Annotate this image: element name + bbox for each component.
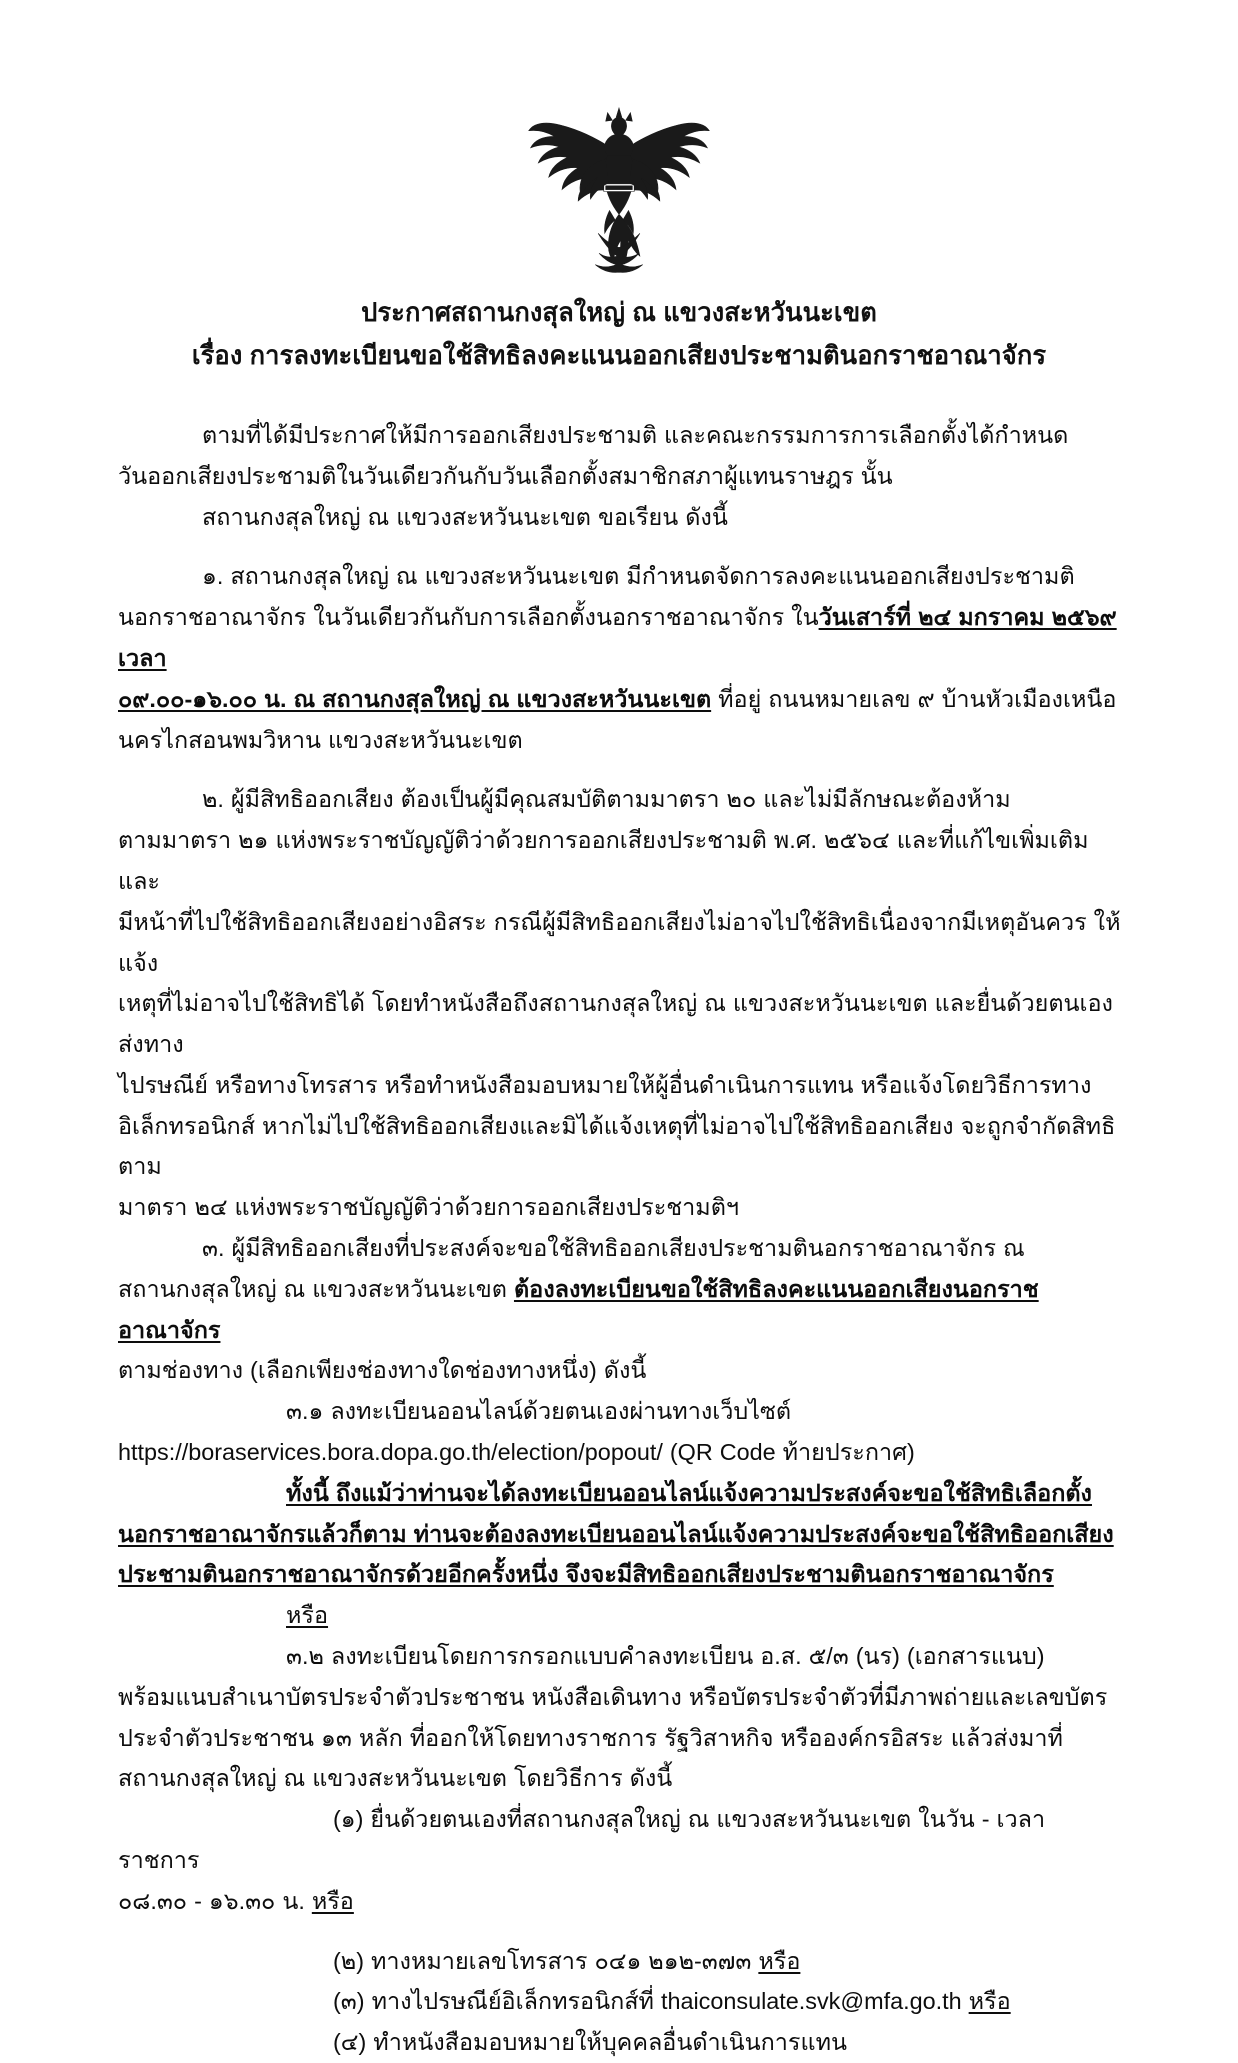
notice-bold-1: ทั้งนี้ ถึงแม้ว่าท่านจะได้ลงทะเบียนออนไลน์แจ้งความประสงค์จะขอใช้สิทธิเลือกตั้ง <box>286 1479 1092 1506</box>
submethod-1-line-1: (๑) ยื่นด้วยตนเองที่สถานกงสุลใหญ่ ณ แขวงสะหวันนะเขต ในวัน - เวลาราชการ <box>118 1806 1046 1874</box>
item1-line-2-text: นอกราชอาณาจักร ในวันเดียวกันกับการเลือกตั้งนอกราชอาณาจักร ใน <box>118 604 819 631</box>
item2-line-4: เหตุที่ไม่อาจไปใช้สิทธิได้ โดยทำหนังสือถึงสถานกงสุลใหญ่ ณ แขวงสะหวันนะเขต และยื่นด้วยตนเอง ส่งทาง <box>118 990 1113 1058</box>
or-connector-3: หรือ <box>758 1947 801 1974</box>
item2-line-3: มีหน้าที่ไปใช้สิทธิออกเสียงอย่างอิสระ กรณีผู้มีสิทธิออกเสียงไม่อาจไปใช้สิทธิเนื่องจากมีเหตุอันควร ให้แจ้ง <box>118 908 1121 976</box>
item3-line-1: ๓. ผู้มีสิทธิออกเสียงที่ประสงค์จะขอใช้สิทธิออกเสียงประชามตินอกราชอาณาจักร ณ <box>202 1235 1025 1262</box>
item3-2-line-3: ประจำตัวประชาชน ๑๓ หลัก ที่ออกให้โดยทางราชการ รัฐวิสาหกิจ หรือองค์กรอิสระ แล้วส่งมาที่ <box>118 1724 1063 1751</box>
preamble-line-2: วันออกเสียงประชามติในวันเดียวกันกับวันเลือกตั้งสมาชิกสภาผู้แทนราษฎร นั้น <box>118 462 893 489</box>
office-hours-text: ๐๘.๓๐ - ๑๖.๓๐ น. <box>118 1887 312 1914</box>
or-connector-2: หรือ <box>311 1887 354 1914</box>
document-body <box>0 415 1238 2063</box>
emblem-container <box>0 0 1238 279</box>
submethod-1-line-2 <box>118 1881 1126 1922</box>
email-address-text[interactable]: (๓) ทางไปรษณีย์อิเล็กทรอนิกส์ที่ thaiconsulate.svk@mfa.go.th <box>333 1988 969 2015</box>
item1-line-1: ๑. สถานกงสุลใหญ่ ณ แขวงสะหวันนะเขต มีกำหนดจัดการลงคะแนนออกเสียงประชามติ <box>202 563 1075 590</box>
document-subject: เรื่อง การลงทะเบียนขอใช้สิทธิลงคะแนนออกเสียงประชามตินอกราชอาณาจักร <box>191 341 1047 370</box>
submethod-3 <box>118 1981 1126 2022</box>
or-connector-1: หรือ <box>286 1602 329 1629</box>
item2-line-1: ๒. ผู้มีสิทธิออกเสียง ต้องเป็นผู้มีคุณสมบัติตามมาตรา ๒๐ และไม่มีลักษณะต้องห้าม <box>202 786 1011 813</box>
item1-line-4: นครไกสอนพมวิหาน แขวงสะหวันนะเขต <box>118 726 523 753</box>
preamble-line-1: ตามที่ได้มีประกาศให้มีการออกเสียงประชามติ และคณะกรรมการการเลือกตั้งได้กำหนด <box>202 421 1069 448</box>
item3-1-notice-line-2 <box>118 1514 1126 1555</box>
notice-bold-3: ประชามตินอกราชอาณาจักรด้วยอีกครั้งหนึ่ง จึงจะมีสิทธิออกเสียงประชามตินอกราชอาณาจักร <box>118 1561 1054 1588</box>
item1-address-text: ที่อยู่ ถนนหมายเลข ๙ บ้านหัวเมืองเหนือ <box>711 685 1117 712</box>
must-register-bold: ต้องลงทะเบียนขอใช้สิทธิลงคะแนนออกเสียงนอกราชอาณาจักร <box>118 1275 1039 1343</box>
item3-line-3: ตามช่องทาง (เลือกเพียงช่องทางใดช่องทางหนึ่ง) ดังนี้ <box>118 1357 647 1384</box>
item3-1-notice-line-1 <box>118 1473 1126 1514</box>
preamble-line-3: สถานกงสุลใหญ่ ณ แขวงสะหวันนะเขต ขอเรียน ดังนี้ <box>202 503 728 530</box>
fax-number-text: (๒) ทางหมายเลขโทรสาร ๐๔๑ ๒๑๒-๓๗๓ <box>333 1947 759 1974</box>
heading-block <box>0 295 1238 375</box>
item3-2-line-2: พร้อมแนบสำเนาบัตรประจำตัวประชาชน หนังสือเดินทาง หรือบัตรประจำตัวที่มีภาพถ่ายและเลขบัตร <box>118 1683 1108 1710</box>
item3-2-line-4: สถานกงสุลใหญ่ ณ แขวงสะหวันนะเขต โดยวิธีการ ดังนี้ <box>118 1765 673 1792</box>
item3-consulate-text: สถานกงสุลใหญ่ ณ แขวงสะหวันนะเขต <box>118 1275 514 1302</box>
garuda-emblem-icon <box>524 104 714 279</box>
item3-1-notice-line-3 <box>118 1554 1126 1595</box>
item3-line-2 <box>118 1269 1126 1351</box>
election-date-bold: วันเสาร์ที่ ๒๔ มกราคม ๒๕๖๙ เวลา <box>118 604 1117 671</box>
or-connector-4: หรือ <box>968 1988 1011 2015</box>
item2-line-5: ไปรษณีย์ หรือทางโทรสาร หรือทำหนังสือมอบหมายให้ผู้อื่นดำเนินการแทน หรือแจ้งโดยวิธีการทาง <box>118 1071 1092 1098</box>
item2-line-6: อิเล็กทรอนิกส์ หากไม่ไปใช้สิทธิออกเสียงและมิได้แจ้งเหตุที่ไม่อาจไปใช้สิทธิออกเสียง จะถูกจำกัดสิทธิตาม <box>118 1112 1116 1180</box>
submethod-2 <box>118 1941 1126 1982</box>
item3-1-line-1: ๓.๑ ลงทะเบียนออนไลน์ด้วยตนเองผ่านทางเว็บไซต์ <box>286 1398 792 1425</box>
submethod-4: (๔) ทำหนังสือมอบหมายให้บุคคลอื่นดำเนินการแทน <box>333 2029 847 2056</box>
item1-line-3 <box>118 679 1126 720</box>
item1-line-2 <box>118 597 1126 679</box>
item3-2-line-1: ๓.๒ ลงทะเบียนโดยการกรอกแบบคำลงทะเบียน อ.ส. ๕/๓ (นร) (เอกสารแนบ) <box>286 1643 1045 1670</box>
notice-bold-2: นอกราชอาณาจักรแล้วก็ตาม ท่านจะต้องลงทะเบียนออนไลน์แจ้งความประสงค์จะขอใช้สิทธิออกเสียง <box>118 1520 1114 1547</box>
item3-1-or <box>118 1595 1126 1636</box>
election-time-venue-bold: ๐๙.๐๐-๑๖.๐๐ น. ณ สถานกงสุลใหญ่ ณ แขวงสะหวันนะเขต <box>118 685 712 712</box>
item2-line-7: มาตรา ๒๔ แห่งพระราชบัญญัติว่าด้วยการออกเสียงประชามติฯ <box>118 1194 740 1221</box>
page-title: ประกาศสถานกงสุลใหญ่ ณ แขวงสะหวันนะเขต <box>361 299 877 327</box>
registration-url[interactable]: https://boraservices.bora.dopa.go.th/election/popout/ (QR Code ท้ายประกาศ) <box>118 1439 915 1466</box>
item2-line-2: ตามมาตรา ๒๑ แห่งพระราชบัญญัติว่าด้วยการออกเสียงประชามติ พ.ศ. ๒๕๖๔ และที่แก้ไขเพิ่มเติม และ <box>118 827 1089 894</box>
